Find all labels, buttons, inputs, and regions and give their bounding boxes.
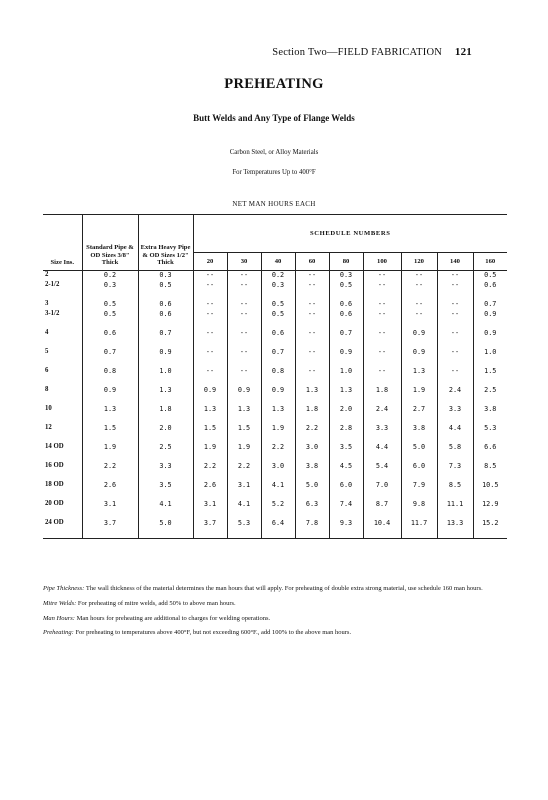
value-cell: 1.3	[193, 405, 227, 415]
value-cell: 0.5	[82, 300, 138, 310]
value-cell: 2.7	[401, 405, 437, 415]
value-cell: 7.4	[329, 500, 363, 510]
value-cell: 3.1	[227, 481, 261, 491]
page-title: PREHEATING	[224, 76, 324, 92]
value-cell: --	[193, 367, 227, 377]
value-cell: 3.5	[329, 443, 363, 453]
value-cell: 7.8	[295, 519, 329, 529]
table-row	[43, 386, 507, 396]
value-cell: 1.9	[401, 386, 437, 396]
value-cell: 10.4	[363, 519, 401, 529]
value-cell: 0.7	[329, 329, 363, 339]
footnote	[43, 585, 507, 594]
value-cell: 0.3	[138, 271, 193, 282]
schedule-numbers-header: SCHEDULE NUMBERS	[193, 215, 507, 253]
table-row	[43, 310, 507, 320]
standard-pipe-header: Standard Pipe & OD Sizes 3/8" Thick	[82, 215, 138, 271]
value-cell: 10.5	[473, 481, 507, 491]
value-cell: 7.9	[401, 481, 437, 491]
temperature-note: For Temperatures Up to 400°F	[232, 169, 316, 176]
size-cell: 6	[45, 367, 49, 374]
value-cell: --	[401, 310, 437, 320]
value-cell: --	[437, 367, 473, 377]
value-cell: 6.4	[261, 519, 295, 529]
table-row	[43, 500, 507, 510]
value-cell: 1.5	[193, 424, 227, 434]
footnote	[43, 629, 507, 638]
value-cell: --	[401, 281, 437, 291]
value-cell: 1.3	[295, 386, 329, 396]
value-cell: 1.3	[227, 405, 261, 415]
value-cell: 2.4	[363, 405, 401, 415]
value-cell: 0.7	[138, 329, 193, 339]
extra-heavy-pipe-header: Extra Heavy Pipe & OD Sizes 1/2" Thick	[138, 215, 193, 271]
value-cell: 3.3	[437, 405, 473, 415]
value-cell: 5.2	[261, 500, 295, 510]
value-cell: 2.2	[261, 443, 295, 453]
value-cell: --	[227, 281, 261, 291]
value-cell: 0.6	[473, 281, 507, 291]
value-cell: 3.0	[295, 443, 329, 453]
schedule-number-header: 120	[401, 253, 437, 271]
value-cell: 8.5	[437, 481, 473, 491]
value-cell: 4.1	[138, 500, 193, 510]
value-cell: 0.9	[227, 386, 261, 396]
value-cell: --	[437, 348, 473, 358]
value-cell: 2.2	[82, 462, 138, 472]
footnotes	[43, 585, 507, 644]
value-cell: --	[227, 329, 261, 339]
value-cell: 3.8	[473, 405, 507, 415]
value-cell: --	[363, 271, 401, 282]
material-note: Carbon Steel, or Alloy Materials	[229, 149, 319, 156]
value-cell: 0.2	[261, 271, 295, 282]
value-cell: 1.8	[363, 386, 401, 396]
table-row	[43, 271, 507, 282]
value-cell: 1.9	[261, 424, 295, 434]
value-cell: 0.9	[82, 386, 138, 396]
page-number: 121	[454, 46, 472, 58]
table-row	[43, 329, 507, 339]
value-cell: --	[363, 348, 401, 358]
value-cell: 2.5	[473, 386, 507, 396]
value-cell: 1.5	[227, 424, 261, 434]
footnote-text: Man hours for preheating are additional to charges for welding operations.	[76, 614, 271, 622]
value-cell: --	[193, 348, 227, 358]
table-row	[43, 424, 507, 434]
value-cell: --	[193, 281, 227, 291]
value-cell: 0.5	[82, 310, 138, 320]
value-cell: --	[295, 310, 329, 320]
value-cell: 2.0	[138, 424, 193, 434]
table-row	[43, 405, 507, 415]
size-cell: 10	[45, 405, 52, 412]
value-cell: 1.3	[82, 405, 138, 415]
value-cell: 4.1	[261, 481, 295, 491]
value-cell: 7.3	[437, 462, 473, 472]
value-cell: 5.3	[227, 519, 261, 529]
value-cell: 1.5	[82, 424, 138, 434]
value-cell: --	[437, 281, 473, 291]
value-cell: 5.3	[473, 424, 507, 434]
value-cell: 5.8	[437, 443, 473, 453]
size-header: Size Ins.	[43, 215, 82, 271]
value-cell: 2.2	[295, 424, 329, 434]
value-cell: 5.4	[363, 462, 401, 472]
size-cell: 18 OD	[45, 481, 64, 488]
page-subtitle: Butt Welds and Any Type of Flange Welds	[193, 113, 355, 123]
value-cell: 2.6	[193, 481, 227, 491]
value-cell: 0.3	[261, 281, 295, 291]
value-cell: --	[401, 300, 437, 310]
value-cell: --	[363, 329, 401, 339]
value-cell: 0.9	[261, 386, 295, 396]
value-cell: --	[227, 367, 261, 377]
value-cell: 1.3	[261, 405, 295, 415]
value-cell: 0.5	[329, 281, 363, 291]
size-cell: 24 OD	[45, 519, 64, 526]
value-cell: 7.0	[363, 481, 401, 491]
schedule-number-header: 40	[261, 253, 295, 271]
value-cell: 11.7	[401, 519, 437, 529]
footnote	[43, 600, 507, 609]
value-cell: 0.6	[138, 300, 193, 310]
value-cell: 1.8	[138, 405, 193, 415]
value-cell: --	[295, 281, 329, 291]
value-cell: 0.9	[193, 386, 227, 396]
schedule-number-header: 30	[227, 253, 261, 271]
value-cell: 2.2	[193, 462, 227, 472]
value-cell: 0.7	[261, 348, 295, 358]
size-cell: 8	[45, 386, 49, 393]
size-cell: 2-1/2	[45, 281, 60, 288]
value-cell: 3.7	[193, 519, 227, 529]
value-cell: 1.3	[401, 367, 437, 377]
value-cell: 6.3	[295, 500, 329, 510]
value-cell: 15.2	[473, 519, 507, 529]
value-cell: --	[437, 300, 473, 310]
schedule-number-header: 100	[363, 253, 401, 271]
value-cell: 13.3	[437, 519, 473, 529]
value-cell: 1.9	[82, 443, 138, 453]
value-cell: 11.1	[437, 500, 473, 510]
value-cell: 6.0	[329, 481, 363, 491]
value-cell: 4.4	[363, 443, 401, 453]
value-cell: 2.4	[437, 386, 473, 396]
value-cell: --	[437, 329, 473, 339]
value-cell: 5.0	[401, 443, 437, 453]
value-cell: 0.5	[261, 300, 295, 310]
value-cell: 3.0	[261, 462, 295, 472]
value-cell: 4.4	[437, 424, 473, 434]
value-cell: --	[193, 271, 227, 282]
value-cell: 3.3	[363, 424, 401, 434]
value-cell: 0.8	[261, 367, 295, 377]
value-cell: 0.7	[82, 348, 138, 358]
value-cell: 2.5	[138, 443, 193, 453]
value-cell: 3.5	[138, 481, 193, 491]
value-cell: 0.7	[473, 300, 507, 310]
size-cell: 4	[45, 329, 49, 336]
schedule-number-header: 20	[193, 253, 227, 271]
value-cell: 0.9	[401, 348, 437, 358]
value-cell: 3.8	[401, 424, 437, 434]
value-cell: 0.5	[261, 310, 295, 320]
value-cell: 2.2	[227, 462, 261, 472]
footnote-label: Mitre Welds:	[43, 599, 77, 607]
value-cell: 0.6	[329, 310, 363, 320]
value-cell: 8.7	[363, 500, 401, 510]
value-cell: --	[437, 310, 473, 320]
size-cell: 2	[45, 271, 49, 278]
footnote-text: For preheating of mitre welds, add 50% to above man hours.	[77, 599, 236, 607]
size-cell: 20 OD	[45, 500, 64, 507]
value-cell: --	[227, 310, 261, 320]
value-cell: 1.0	[473, 348, 507, 358]
value-cell: 1.3	[138, 386, 193, 396]
value-cell: 0.3	[329, 271, 363, 282]
value-cell: 3.7	[82, 519, 138, 529]
value-cell: --	[227, 348, 261, 358]
value-cell: 4.1	[227, 500, 261, 510]
value-cell: --	[193, 310, 227, 320]
footnote	[43, 615, 507, 624]
table-row	[43, 348, 507, 358]
value-cell: 0.9	[401, 329, 437, 339]
table-caption: NET MAN HOURS EACH	[232, 200, 316, 208]
value-cell: --	[227, 271, 261, 282]
value-cell: 2.0	[329, 405, 363, 415]
size-cell: 3-1/2	[45, 310, 60, 317]
value-cell: 0.6	[329, 300, 363, 310]
value-cell: --	[363, 300, 401, 310]
value-cell: --	[295, 348, 329, 358]
footnote-label: Pipe Thickness:	[43, 585, 85, 592]
value-cell: 4.5	[329, 462, 363, 472]
value-cell: 2.8	[329, 424, 363, 434]
value-cell: 3.1	[82, 500, 138, 510]
value-cell: 0.3	[82, 281, 138, 291]
value-cell: 0.8	[82, 367, 138, 377]
footnote-label: Man Hours:	[43, 614, 75, 622]
size-cell: 14 OD	[45, 443, 64, 450]
value-cell: 9.3	[329, 519, 363, 529]
value-cell: 1.0	[329, 367, 363, 377]
value-cell: 0.2	[82, 271, 138, 282]
schedule-number-header: 80	[329, 253, 363, 271]
value-cell: 5.0	[138, 519, 193, 529]
value-cell: --	[193, 329, 227, 339]
value-cell: --	[363, 281, 401, 291]
table-row	[43, 481, 507, 491]
value-cell: --	[437, 271, 473, 282]
value-cell: 3.3	[138, 462, 193, 472]
value-cell: 12.9	[473, 500, 507, 510]
section-title: Section Two—FIELD FABRICATION	[272, 47, 443, 58]
value-cell: 6.6	[473, 443, 507, 453]
value-cell: 8.5	[473, 462, 507, 472]
value-cell: 1.0	[138, 367, 193, 377]
footnote-text: The wall thickness of the material determines the man hours that will apply. For preheating of double extra strong material, use schedule 160 man hours.	[85, 585, 483, 592]
table-row	[43, 462, 507, 472]
value-cell: 1.8	[295, 405, 329, 415]
size-cell: 3	[45, 300, 49, 307]
table-row	[43, 281, 507, 291]
schedule-number-header: 140	[437, 253, 473, 271]
value-cell: 3.1	[193, 500, 227, 510]
footnote-label: Preheating:	[43, 629, 74, 637]
table-row	[43, 367, 507, 377]
footnote-text: For preheating to temperatures above 400°F, but not exceeding 600°F., add 100% to the above man hours.	[75, 629, 352, 637]
value-cell: 9.8	[401, 500, 437, 510]
table-row	[43, 300, 507, 310]
value-cell: 3.8	[295, 462, 329, 472]
size-cell: 12	[45, 424, 52, 431]
value-cell: --	[401, 271, 437, 282]
size-cell: 5	[45, 348, 49, 355]
value-cell: --	[295, 329, 329, 339]
value-cell: 0.6	[138, 310, 193, 320]
value-cell: 1.5	[473, 367, 507, 377]
value-cell: 0.9	[473, 329, 507, 339]
value-cell: 1.9	[227, 443, 261, 453]
man-hours-table	[43, 214, 507, 539]
value-cell: 0.5	[473, 271, 507, 282]
running-head	[272, 46, 472, 58]
value-cell: 0.6	[82, 329, 138, 339]
schedule-number-header: 160	[473, 253, 507, 271]
table-row	[43, 519, 507, 529]
value-cell: --	[193, 300, 227, 310]
value-cell: --	[227, 300, 261, 310]
value-cell: 1.9	[193, 443, 227, 453]
value-cell: 5.0	[295, 481, 329, 491]
table-row	[43, 443, 507, 453]
value-cell: 2.6	[82, 481, 138, 491]
value-cell: 0.5	[138, 281, 193, 291]
value-cell: 0.9	[473, 310, 507, 320]
value-cell: 0.9	[329, 348, 363, 358]
value-cell: --	[295, 271, 329, 282]
value-cell: --	[295, 367, 329, 377]
value-cell: --	[363, 310, 401, 320]
value-cell: --	[363, 367, 401, 377]
value-cell: 0.6	[261, 329, 295, 339]
value-cell: --	[295, 300, 329, 310]
size-cell: 16 OD	[45, 462, 64, 469]
value-cell: 0.9	[138, 348, 193, 358]
value-cell: 1.3	[329, 386, 363, 396]
schedule-number-header: 60	[295, 253, 329, 271]
value-cell: 6.0	[401, 462, 437, 472]
